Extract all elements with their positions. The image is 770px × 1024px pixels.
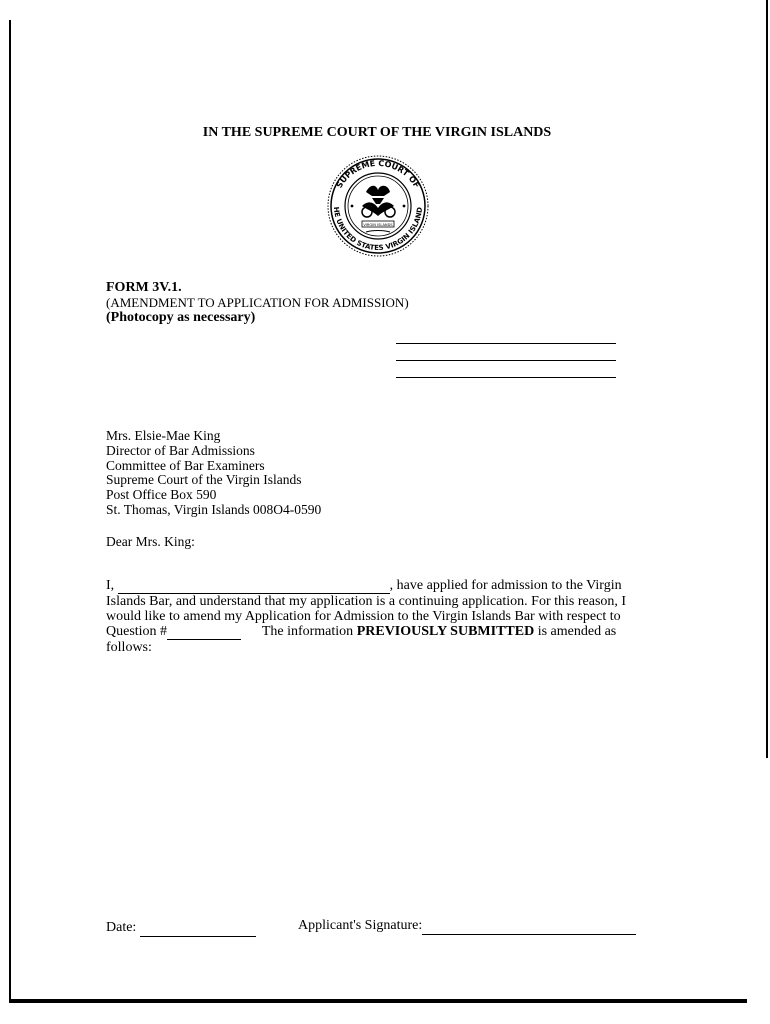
body-line-3: would like to amend my Application for Admission to the Virgin Islands Bar with respect to xyxy=(106,609,621,624)
form-note: (Photocopy as necessary) xyxy=(106,310,256,325)
addressee-line: Director of Bar Admissions xyxy=(106,442,255,458)
body-prefix-i: I, xyxy=(106,578,115,593)
page-border-bottom xyxy=(9,999,747,1003)
previously-submitted-text: PREVIOUSLY SUBMITTED xyxy=(356,624,535,639)
question-label: Question # xyxy=(106,624,168,639)
page-border-right xyxy=(766,0,768,758)
date-field[interactable] xyxy=(140,920,256,937)
date-row xyxy=(106,920,256,937)
court-title: IN THE SUPREME COURT OF THE VIRGIN ISLANDS xyxy=(202,125,552,140)
applicant-name-field[interactable] xyxy=(118,578,390,594)
addressee-line: Supreme Court of the Virgin Islands xyxy=(106,472,302,488)
question-number-field[interactable] xyxy=(167,624,241,640)
date-label: Date: xyxy=(106,920,137,935)
addressee-line: Post Office Box 590 xyxy=(106,487,217,503)
body-paragraph xyxy=(106,578,651,655)
signature-label: Applicant's Signature: xyxy=(298,918,423,933)
return-address-line[interactable] xyxy=(396,343,616,344)
svg-text:THE UNITED STATES VIRGIN ISLAN xyxy=(322,154,424,252)
svg-text:SUPREME COURT OF xyxy=(335,159,422,190)
body-line-1 xyxy=(106,578,651,594)
return-address-line[interactable] xyxy=(396,360,616,361)
body-line-5: follows: xyxy=(106,640,152,655)
signature-field[interactable] xyxy=(422,918,636,935)
addressee-block xyxy=(106,429,321,518)
seal-top-text: SUPREME COURT OF xyxy=(334,158,422,190)
addressee-line: Committee of Bar Examiners xyxy=(106,457,265,473)
court-seal xyxy=(322,154,434,263)
form-subtitle: (AMENDMENT TO APPLICATION FOR ADMISSION) xyxy=(106,295,409,310)
page-border-left xyxy=(9,20,11,1003)
body-line-2: Islands Bar, and understand that my application is a continuing application. For this reason, I xyxy=(106,594,627,609)
addressee-line: St. Thomas, Virgin Islands 008O4-0590 xyxy=(106,501,322,517)
signature-row xyxy=(298,918,636,935)
body-line-1-suffix: , have applied for admission to the Virgin xyxy=(389,578,622,593)
seal-bottom-text: HE UNITED STATES VIRGIN ISLAND xyxy=(331,206,425,253)
body-line-4-mid: The information xyxy=(261,624,354,639)
greeting: Dear Mrs. King: xyxy=(106,534,195,549)
body-line-4-suffix: is amended as xyxy=(537,624,617,639)
addressee-line: Mrs. Elsie-Mae King xyxy=(106,428,221,443)
return-address-line[interactable] xyxy=(396,377,616,378)
form-id: FORM 3V.1. xyxy=(106,280,182,295)
seal-banner-text: VIRGIN ISLANDS xyxy=(363,223,393,227)
body-line-4 xyxy=(106,624,651,640)
